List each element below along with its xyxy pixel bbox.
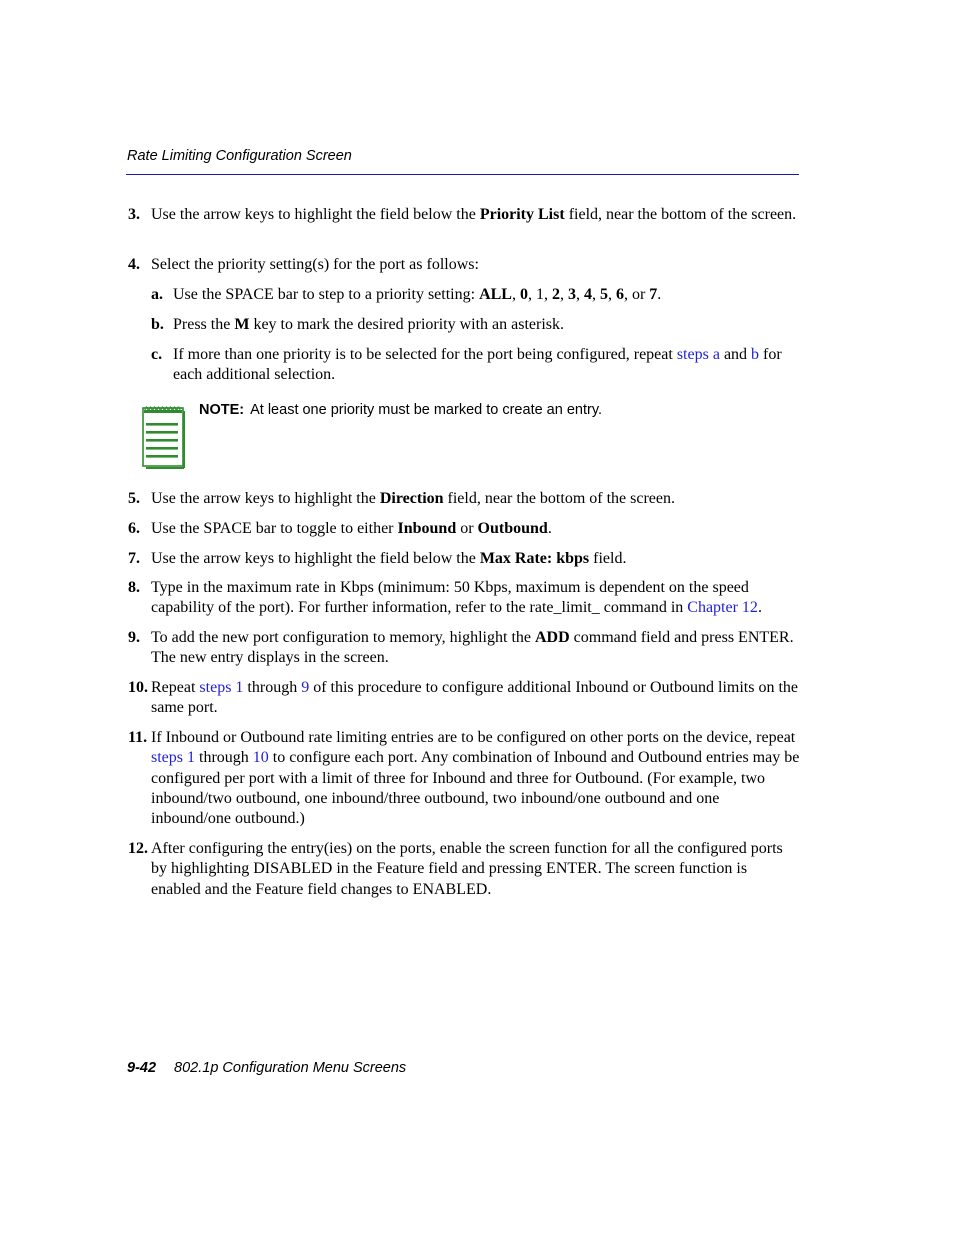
step-text: Repeat	[151, 679, 200, 696]
step-text: Use the arrow keys to highlight the field below the	[151, 550, 480, 567]
step-text: If more than one priority is to be selected for the port being configured, repeat	[173, 346, 677, 363]
priority-value: 5	[599, 286, 608, 303]
note-box	[141, 402, 801, 472]
step-text: field, near the bottom of the screen.	[443, 490, 675, 507]
substep-letter: c.	[151, 346, 163, 363]
step-text: After configuring the entry(ies) on the ports, enable the screen function for all the configured ports by highlighting DISABLED in the Feature field and pressing ENTER. The screen function is enabled and the Feature field changes to ENABLED.	[151, 840, 783, 898]
step-text: Use the arrow keys to highlight the field below the	[151, 206, 480, 223]
notepad-icon	[141, 402, 189, 475]
step-3	[128, 205, 800, 225]
option-name: Outbound	[477, 520, 548, 537]
step-text: , 1,	[527, 286, 552, 303]
field-name: Max Rate: kbps	[479, 550, 590, 567]
step-10-link[interactable]: 10	[252, 749, 269, 767]
step-number: 12.	[128, 840, 148, 857]
step-text: Use the SPACE bar to step to a priority setting:	[173, 286, 480, 303]
step-number: 9.	[128, 629, 140, 646]
step-text: command field and press ENTER. The new entry displays in the screen.	[151, 629, 794, 667]
step-text: ,	[575, 286, 584, 303]
step-text: to configure each port. Any combination of Inbound and Outbound entries may be configured per port with a limit of three for Inbound and three for Outbound. (For example, two inbound/two outbound, one inbound/three outbound, two inbound/one outbound and one inbound/one outbound.)	[151, 749, 800, 828]
step-number: 8.	[128, 579, 140, 596]
step-text: Use the SPACE bar to toggle to either	[151, 520, 398, 537]
step-text: ,	[607, 286, 616, 303]
step-text: through	[243, 679, 302, 696]
note-text	[199, 402, 602, 418]
step-text: ,	[591, 286, 600, 303]
step-8	[128, 578, 800, 619]
header-rule	[126, 174, 799, 175]
step-number: 11.	[128, 729, 148, 746]
step-6	[128, 519, 800, 539]
step-number: 4.	[128, 256, 140, 273]
step-text: of this procedure to configure additional Inbound or Outbound limits on the same port.	[151, 679, 798, 717]
step-text: Type in the maximum rate in Kbps (minimum: 50 Kbps, maximum is dependent on the speed capability of the port). For further information, refer to the rate_limit_ command in	[151, 579, 749, 617]
steps-1-link[interactable]: steps 1	[199, 679, 244, 696]
chapter-12-link[interactable]: Chapter 12	[687, 599, 758, 617]
substep-letter: b.	[151, 316, 164, 333]
key-name: M	[234, 316, 250, 333]
step-text: key to mark the desired priority with an asterisk.	[249, 316, 565, 333]
running-header: Rate Limiting Configuration Screen	[127, 148, 352, 164]
chapter-title: 802.1p Configuration Menu Screens	[174, 1060, 407, 1076]
priority-value: ALL	[479, 286, 512, 303]
priority-value: 0	[519, 286, 528, 303]
step-text: .	[757, 599, 762, 617]
step-text: Use the arrow keys to highlight the	[151, 490, 380, 507]
steps-1-link[interactable]: steps 1	[151, 749, 195, 767]
step-7	[128, 549, 800, 569]
step-10	[128, 678, 800, 719]
step-9	[128, 628, 800, 669]
substep-4a	[151, 285, 801, 305]
step-text: through	[195, 749, 253, 767]
step-number: 10.	[128, 679, 148, 696]
step-text: Press the	[173, 316, 235, 333]
step-text: To add the new port configuration to memory, highlight the	[151, 629, 535, 646]
step-text: ,	[511, 286, 520, 303]
steps-a-link[interactable]: steps a	[676, 346, 720, 363]
step-text: for each additional selection.	[173, 346, 782, 383]
step-number: 3.	[128, 206, 140, 223]
step-text: .	[657, 286, 662, 303]
step-b-link[interactable]: b	[751, 346, 760, 363]
option-name: Inbound	[397, 520, 457, 537]
field-name: Direction	[379, 490, 444, 507]
field-name: Priority List	[479, 206, 565, 223]
step-text: Select the priority setting(s) for the port as follows:	[151, 256, 479, 273]
step-text: If Inbound or Outbound rate limiting entries are to be configured on other ports on the device, repeat	[151, 729, 796, 746]
step-text: or	[456, 520, 478, 537]
note-label: NOTE:	[199, 402, 245, 418]
step-4	[128, 255, 800, 275]
step-11	[128, 728, 800, 829]
step-text: field, near the bottom of the screen.	[564, 206, 797, 223]
note-body: At least one priority must be marked to create an entry.	[250, 402, 603, 418]
priority-value: 6	[615, 286, 624, 303]
page-footer	[127, 1060, 406, 1076]
substep-4b	[151, 315, 801, 335]
priority-value: 3	[567, 286, 576, 303]
priority-value: 2	[551, 286, 560, 303]
step-text: ,	[559, 286, 568, 303]
priority-value: 4	[583, 286, 592, 303]
step-number: 7.	[128, 550, 140, 567]
step-text: field.	[589, 550, 627, 567]
page-number: 9-42	[127, 1060, 157, 1076]
substep-letter: a.	[151, 286, 163, 303]
step-9-link[interactable]: 9	[301, 679, 310, 696]
step-text: and	[719, 346, 752, 363]
substep-4c	[151, 345, 801, 385]
step-12	[128, 839, 800, 900]
step-text: , or	[623, 286, 650, 303]
step-number: 5.	[128, 490, 140, 507]
command-name: ADD	[534, 629, 570, 646]
step-text: .	[547, 520, 552, 537]
priority-value: 7	[649, 286, 658, 303]
step-number: 6.	[128, 520, 140, 537]
step-5	[128, 489, 800, 509]
